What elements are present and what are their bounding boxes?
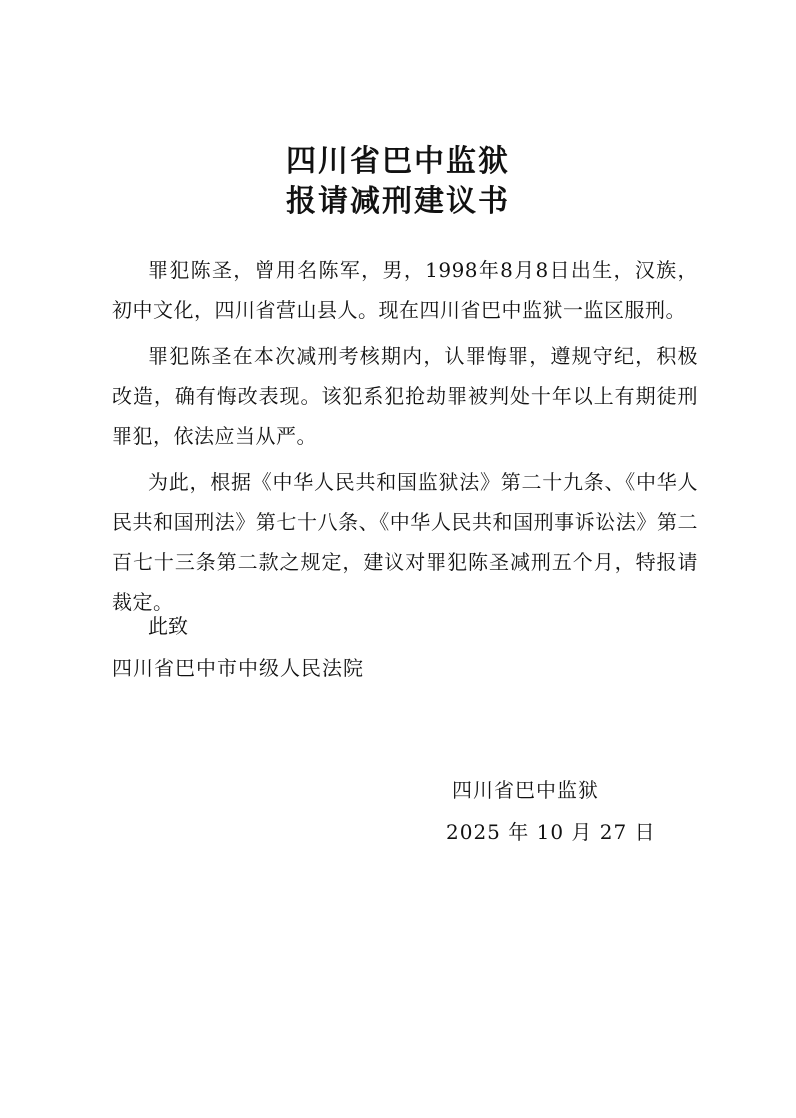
paragraph-criminal-info: 罪犯陈圣，曾用名陈军，男，1998年8月8日出生，汉族，初中文化，四川省营山县人。现在四川省巴中监狱一监区服刑。 xyxy=(112,258,698,322)
document-title-line2: 报请减刑建议书 xyxy=(286,184,510,219)
signature-date: 2025 年 10 月 27 日 xyxy=(446,820,656,844)
paragraph-performance: 罪犯陈圣在本次减刑考核期内，认罪悔罪，遵规守纪，积极改造，确有悔改表现。该犯系犯抢劫罪被判处十年以上有期徒刑罪犯，依法应当从严。 xyxy=(112,344,698,448)
salutation: 此致 xyxy=(148,614,188,638)
document-title-line1: 四川省巴中监狱 xyxy=(286,144,510,179)
signature-organization: 四川省巴中监狱 xyxy=(452,778,599,802)
paragraph-legal-basis: 为此，根据《中华人民共和国监狱法》第二十九条、《中华人民共和国刑法》第七十八条、《中华人民共和国刑事诉讼法》第二百七十三条第二款之规定，建议对罪犯陈圣减刑五个月，特报请裁定。 xyxy=(112,470,698,614)
addressee: 四川省巴中市中级人民法院 xyxy=(112,656,364,680)
